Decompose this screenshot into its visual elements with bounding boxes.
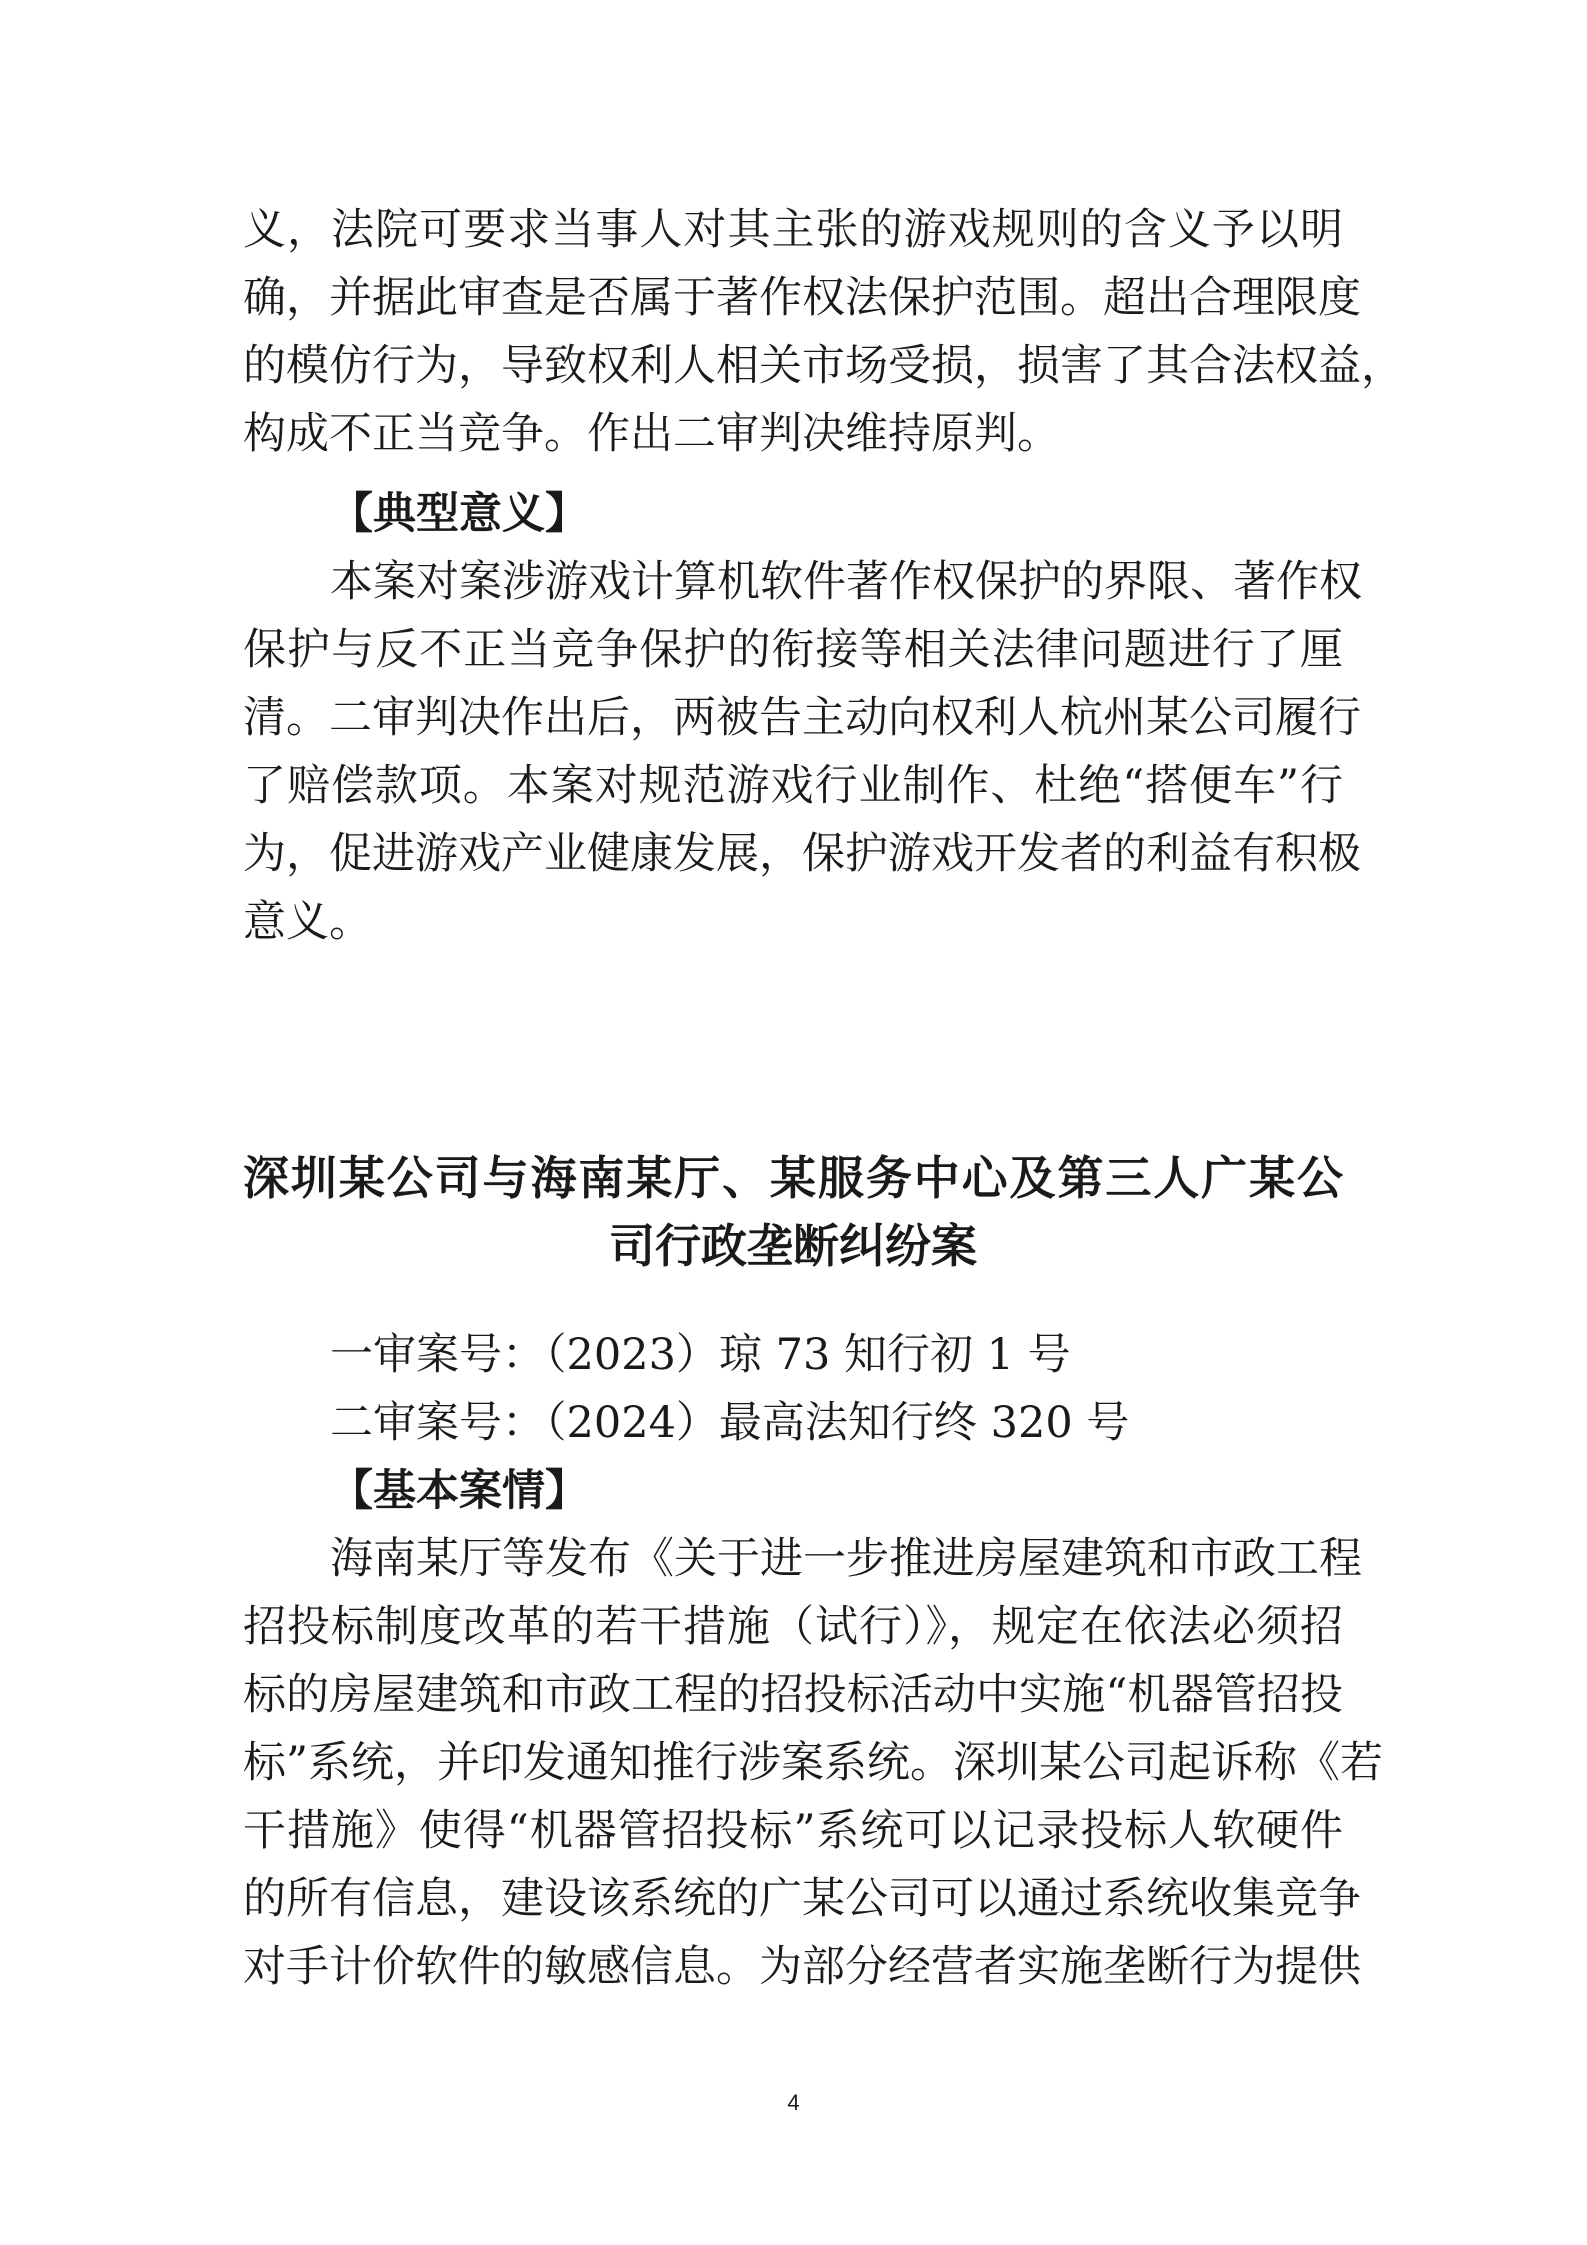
paragraph-line: 招投标制度改革的若干措施（试行）》，规定在依法必须招	[243, 1602, 1343, 1652]
page-number: 4	[787, 2090, 800, 2115]
paragraph-line: 本案对案涉游戏计算机软件著作权保护的界限、著作权	[330, 557, 1362, 607]
paragraph-line: 清。二审判决作出后，两被告主动向权利人杭州某公司履行	[243, 693, 1361, 743]
paragraph-line: 义，法院可要求当事人对其主张的游戏规则的含义予以明	[243, 205, 1343, 255]
case-title-line-1: 深圳某公司与海南某厅、某服务中心及第三人广某公	[243, 1151, 1343, 1205]
paragraph-line: 的所有信息，建设该系统的广某公司可以通过系统收集竞争	[243, 1874, 1361, 1924]
paragraph-line: 确，并据此审查是否属于著作权法保护范围。超出合理限度	[243, 273, 1361, 323]
paragraph-line: 了赔偿款项。本案对规范游戏行业制作、杜绝“搭便车”行	[243, 761, 1343, 811]
paragraph-line: 的模仿行为，导致权利人相关市场受损，损害了其合法权益，	[243, 341, 1404, 391]
paragraph-line: 对手计价软件的敏感信息。为部分经营者实施垄断行为提供	[243, 1942, 1361, 1992]
paragraph-line: 保护与反不正当竞争保护的衔接等相关法律问题进行了厘	[243, 625, 1343, 675]
paragraph-line: 意义。	[243, 897, 372, 947]
paragraph-line: 标”系统，并印发通知推行涉案系统。深圳某公司起诉称《若	[243, 1738, 1383, 1788]
second-instance-case-number: 二审案号：（2024）最高法知行终 320 号	[330, 1398, 1130, 1448]
first-instance-case-number: 一审案号：（2023）琼 73 知行初 1 号	[330, 1330, 1071, 1380]
paragraph-line: 标的房屋建筑和市政工程的招投标活动中实施“机器管招投	[243, 1670, 1343, 1720]
section-heading-basic-facts: 【基本案情】	[330, 1466, 588, 1516]
paragraph-line: 干措施》使得“机器管招投标”系统可以记录投标人软硬件	[243, 1806, 1343, 1856]
paragraph-line: 为，促进游戏产业健康发展，保护游戏开发者的利益有积极	[243, 829, 1361, 879]
case-title-line-2: 司行政垄断纠纷案	[609, 1219, 977, 1273]
paragraph-line: 构成不正当竞争。作出二审判决维持原判。	[243, 409, 1060, 459]
paragraph-line: 海南某厅等发布《关于进一步推进房屋建筑和市政工程	[330, 1534, 1362, 1584]
section-heading-significance: 【典型意义】	[330, 489, 588, 539]
